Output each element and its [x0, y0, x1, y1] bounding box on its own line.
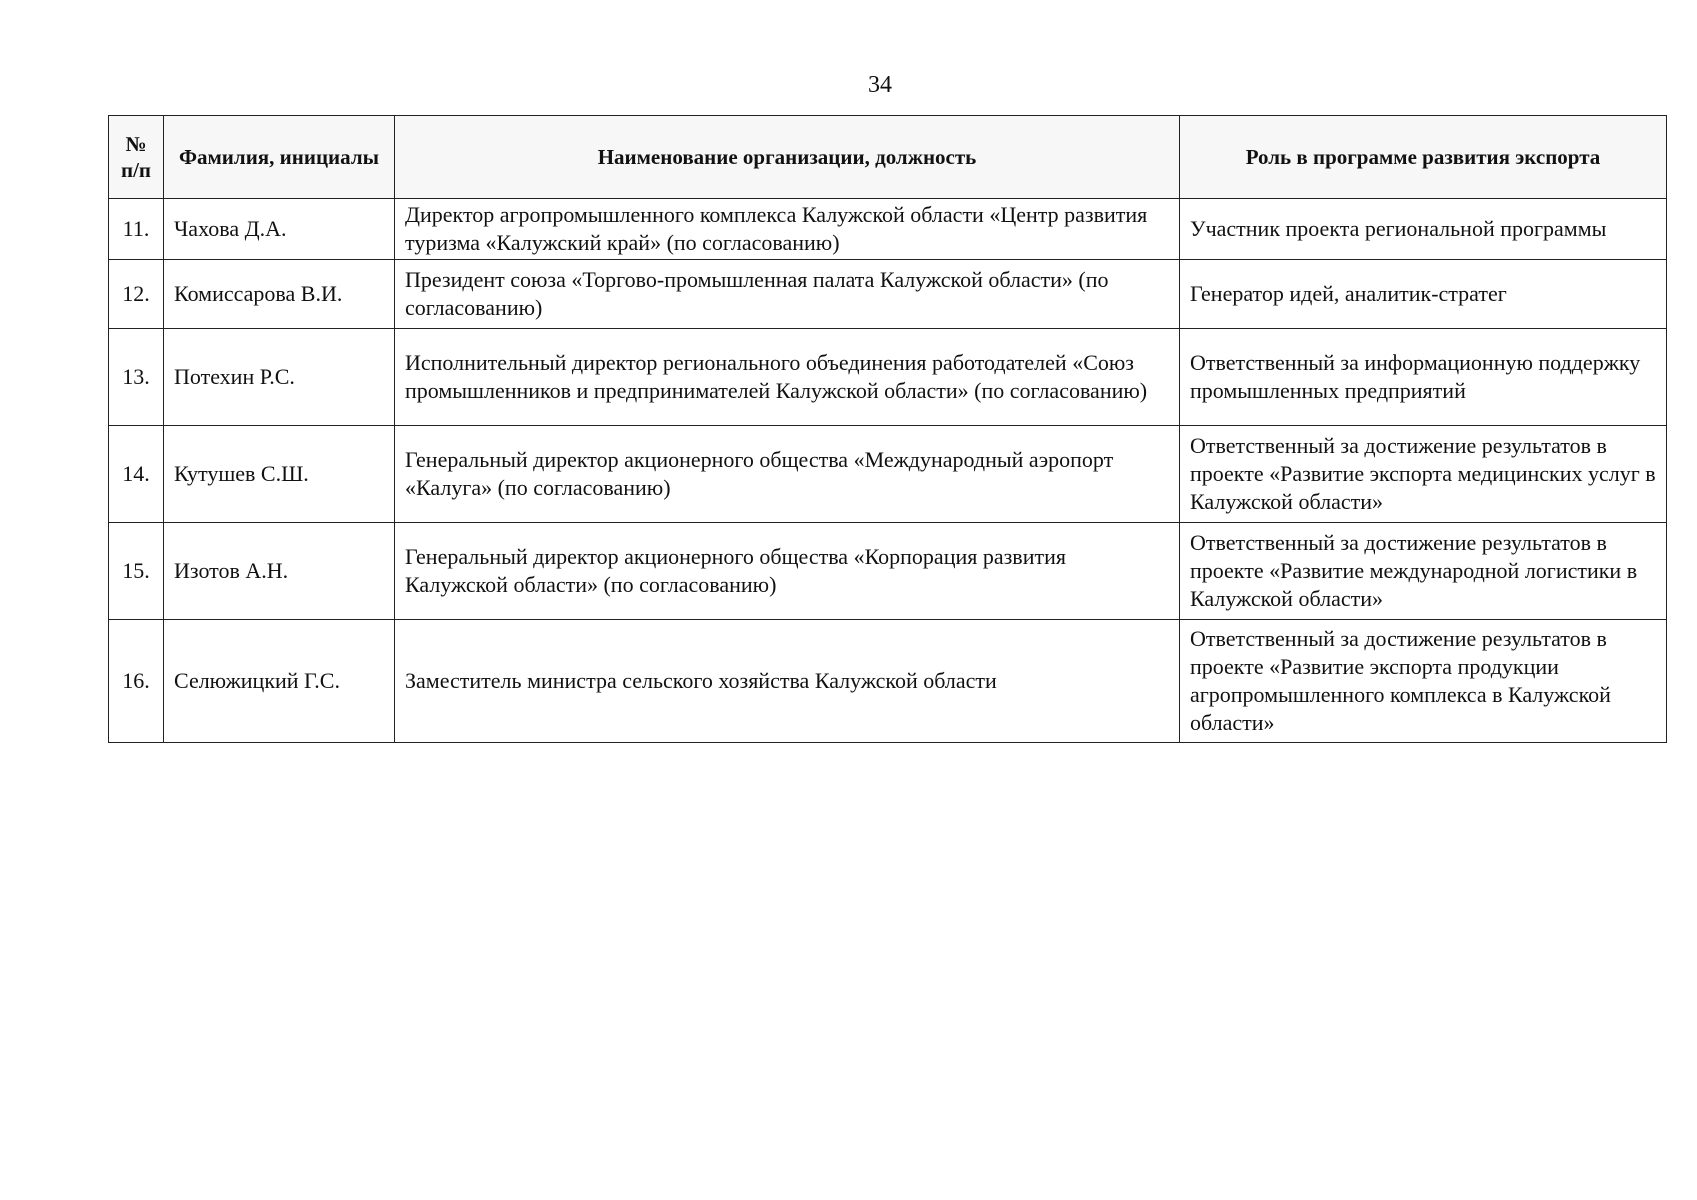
- header-name: Фамилия, инициалы: [164, 116, 395, 199]
- row-role: Ответственный за достижение результатов в проекте «Развитие экспорта продукции агропромышленного комплекса в Калужской области»: [1180, 620, 1667, 743]
- row-org: Исполнительный директор регионального объединения работодателей «Союз промышленников и предпринимателей Калужской области» (по согласованию): [395, 329, 1180, 426]
- table-row: [109, 523, 1667, 620]
- row-role: Ответственный за информационную поддержку промышленных предприятий: [1180, 329, 1667, 426]
- row-org: Президент союза «Торгово-промышленная палата Калужской области» (по согласованию): [395, 260, 1180, 329]
- row-name: Чахова Д.А.: [164, 199, 395, 260]
- row-role: Ответственный за достижение результатов в проекте «Развитие экспорта медицинских услуг в Калужской области»: [1180, 426, 1667, 523]
- row-name: Кутушев С.Ш.: [164, 426, 395, 523]
- row-num: 12.: [109, 260, 164, 329]
- row-role: Генератор идей, аналитик-стратег: [1180, 260, 1667, 329]
- row-name: Потехин Р.С.: [164, 329, 395, 426]
- row-num: 13.: [109, 329, 164, 426]
- row-name: Комиссарова В.И.: [164, 260, 395, 329]
- row-org: Генеральный директор акционерного общества «Международный аэропорт «Калуга» (по согласованию): [395, 426, 1180, 523]
- table-header-row: [109, 116, 1667, 199]
- header-org: Наименование организации, должность: [395, 116, 1180, 199]
- row-num: 14.: [109, 426, 164, 523]
- header-role: Роль в программе развития экспорта: [1180, 116, 1667, 199]
- row-role: Участник проекта региональной программы: [1180, 199, 1667, 260]
- row-name: Изотов А.Н.: [164, 523, 395, 620]
- participants-table: [108, 115, 1667, 743]
- row-num: 11.: [109, 199, 164, 260]
- row-org: Директор агропромышленного комплекса Калужской области «Центр развития туризма «Калужский край» (по согласованию): [395, 199, 1180, 260]
- row-role: Ответственный за достижение результатов в проекте «Развитие международной логистики в Калужской области»: [1180, 523, 1667, 620]
- table-row: [109, 426, 1667, 523]
- table-row: [109, 620, 1667, 743]
- row-name: Селюжицкий Г.С.: [164, 620, 395, 743]
- table-row: [109, 199, 1667, 260]
- row-org: Генеральный директор акционерного общества «Корпорация развития Калужской области» (по согласованию): [395, 523, 1180, 620]
- page-number: 34: [868, 72, 892, 98]
- row-num: 15.: [109, 523, 164, 620]
- row-num: 16.: [109, 620, 164, 743]
- header-num: № п/п: [109, 116, 164, 199]
- row-org: Заместитель министра сельского хозяйства Калужской области: [395, 620, 1180, 743]
- table-row: [109, 260, 1667, 329]
- table-row: [109, 329, 1667, 426]
